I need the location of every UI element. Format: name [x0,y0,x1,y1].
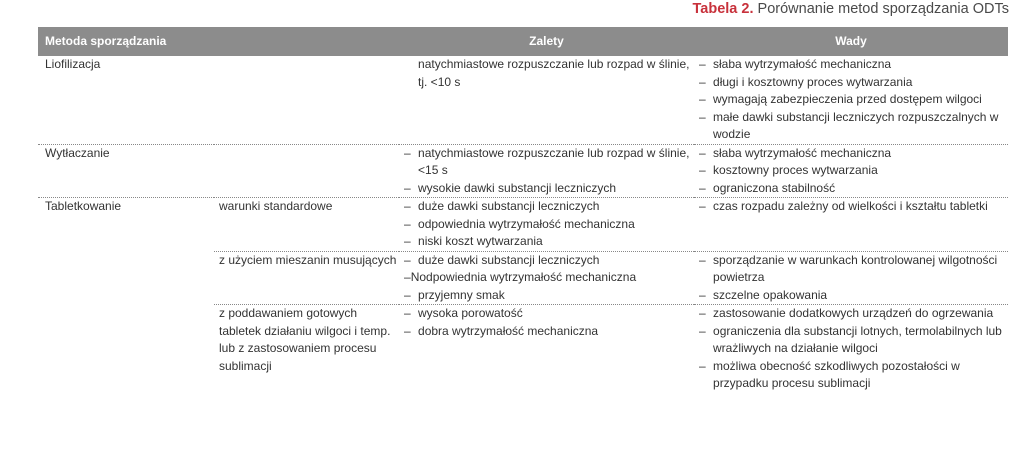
list-item: – wymagają zabezpieczenia przed dostępem wilgoci [699,91,1008,109]
method-wytlaczanie: Wytłaczanie [38,144,214,198]
disadvantages-standard [694,198,1008,252]
list-item: – ograniczenia dla substancji lotnych, termolabilnych lub wrażliwych na działanie wilgoci [699,323,1008,358]
list-item: – duże dawki substancji leczniczych [404,252,694,270]
disadvantages-wytlaczanie [694,144,1008,198]
list-item: – szczelne opakowania [699,287,1008,305]
table-header-row [38,27,1008,56]
advantages-standard [399,198,694,252]
table-row-wytlaczanie [38,144,1008,198]
list-item: – ograniczona stabilność [699,180,1008,198]
comparison-table [38,27,1008,393]
list-item: – długi i kosztowny proces wytwarzania [699,74,1008,92]
method-tabletkowanie: Tabletkowanie [45,199,122,213]
advantages-sublimation [399,305,694,393]
condition-effervescent: z użyciem mieszanin musujących [214,251,399,305]
method-liofilizacja: Liofilizacja [38,56,214,144]
advantages-wytlaczanie [399,144,694,198]
list-item: – odpowiednia wytrzymałość mechaniczna [404,216,694,234]
disadvantages-effervescent [694,251,1008,305]
list-item: – dobra wytrzymałość mechaniczna [404,323,694,341]
header-method: Metoda sporządzania [38,27,399,56]
condition-empty [214,144,399,198]
list-item: –Nodpowiednia wytrzymałość mechaniczna [404,270,637,284]
list-item: – kosztowny proces wytwarzania [699,162,1008,180]
list-item: – możliwa obecność szkodliwych pozostałości w przypadku procesu sublimacji [699,358,1008,393]
list-item: – słaba wytrzymałość mechaniczna [699,56,1008,74]
advantages-effervescent [399,251,694,305]
advantages-liofilizacja-text: natychmiastowe rozpuszczanie lub rozpad w ślinie, tj. <10 s [418,57,690,89]
list-item: – zastosowanie dodatkowych urządzeń do ogrzewania [699,305,1008,323]
table-caption [693,1,1009,17]
condition-standard: warunki standardowe [214,198,399,252]
header-disadvantages: Wady [694,27,1008,56]
list-item: – przyjemny smak [404,287,694,305]
list-item: – czas rozpadu zależny od wielkości i kształtu tabletki [699,198,1008,216]
disadvantages-liofilizacja [694,56,1008,144]
list-item: – niski koszt wytwarzania [404,233,694,251]
list-item: – sporządzanie w warunkach kontrolowanej wilgotności powietrza [699,252,1008,287]
table-caption-label: Tabela 2. [692,1,754,17]
advantages-liofilizacja [399,56,694,144]
list-item: – słaba wytrzymałość mechaniczna [699,145,1008,163]
list-item: – natychmiastowe rozpuszczanie lub rozpad w ślinie, <15 s [404,145,694,180]
list-item: – małe dawki substancji leczniczych rozpuszczalnych w wodzie [699,109,1008,144]
header-advantages: Zalety [399,27,694,56]
table-row-tabletkowanie-standard [38,198,1008,252]
table-row-liofilizacja [38,56,1008,144]
list-item: – wysoka porowatość [404,305,694,323]
disadvantages-sublimation [694,305,1008,393]
list-item: – wysokie dawki substancji leczniczych [404,180,694,198]
list-item: – duże dawki substancji leczniczych [404,198,694,216]
condition-empty [214,56,399,144]
table-caption-text: Porównanie metod sporządzania ODTs [753,1,1009,17]
condition-sublimation: z poddawaniem gotowych tabletek działaniu wilgoci i temp. lub z zastosowaniem procesu sublimacji [219,306,391,373]
